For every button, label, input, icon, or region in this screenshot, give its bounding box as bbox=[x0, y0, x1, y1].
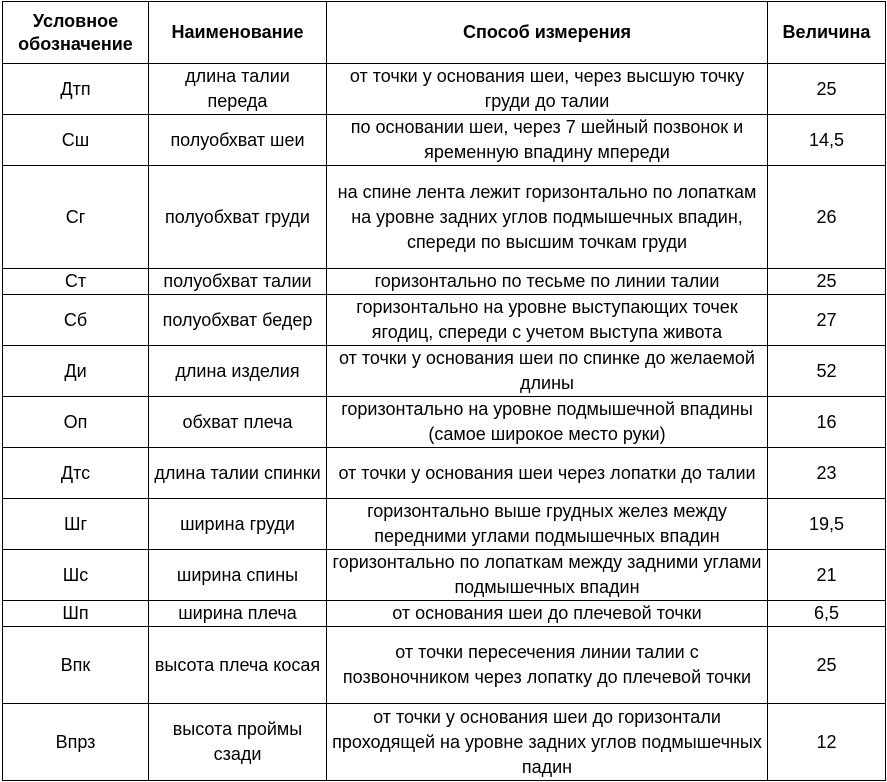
cell-method: от основания шеи до плечевой точки bbox=[327, 601, 768, 627]
cell-value: 27 bbox=[768, 295, 886, 346]
cell-value: 16 bbox=[768, 397, 886, 448]
table-row bbox=[3, 295, 886, 346]
cell-method: горизонтально выше грудных желез между передними углами подмышечных впадин bbox=[327, 499, 768, 550]
cell-code: Сш bbox=[3, 115, 149, 166]
header-row bbox=[3, 2, 886, 64]
header-value: Величина bbox=[768, 2, 886, 64]
header-code: Условное обозначение bbox=[3, 2, 149, 64]
cell-name: полуобхват груди bbox=[149, 166, 327, 269]
cell-code: Ст bbox=[3, 269, 149, 295]
cell-code: Ди bbox=[3, 346, 149, 397]
table-row bbox=[3, 397, 886, 448]
cell-value: 23 bbox=[768, 448, 886, 499]
table-row bbox=[3, 627, 886, 704]
cell-code: Шг bbox=[3, 499, 149, 550]
cell-name: полуобхват бедер bbox=[149, 295, 327, 346]
cell-method: горизонтально по лопаткам между задними углами подмышечных впадин bbox=[327, 550, 768, 601]
header-method: Способ измерения bbox=[327, 2, 768, 64]
cell-method: от точки у основания шеи по спинке до желаемой длины bbox=[327, 346, 768, 397]
cell-method: от точки пересечения линии талии с позвоночником через лопатку до плечевой точки bbox=[327, 627, 768, 704]
table-row bbox=[3, 601, 886, 627]
cell-method: от точки у основания шеи до горизонтали проходящей на уровне задних углов подмышечных падин bbox=[327, 704, 768, 781]
table-row bbox=[3, 64, 886, 115]
table-row bbox=[3, 346, 886, 397]
cell-value: 19,5 bbox=[768, 499, 886, 550]
cell-code: Впрз bbox=[3, 704, 149, 781]
cell-method: от точки у основания шеи через лопатки до талии bbox=[327, 448, 768, 499]
table-row bbox=[3, 166, 886, 269]
table-row bbox=[3, 704, 886, 781]
cell-name: длина изделия bbox=[149, 346, 327, 397]
cell-value: 25 bbox=[768, 64, 886, 115]
cell-name: ширина груди bbox=[149, 499, 327, 550]
cell-name: полуобхват талии bbox=[149, 269, 327, 295]
measurements-table bbox=[2, 1, 886, 781]
cell-code: Дтс bbox=[3, 448, 149, 499]
cell-value: 14,5 bbox=[768, 115, 886, 166]
cell-value: 6,5 bbox=[768, 601, 886, 627]
table-row bbox=[3, 499, 886, 550]
cell-method: горизонтально на уровне выступающих точек ягодиц, спереди с учетом выступа живота bbox=[327, 295, 768, 346]
cell-method: на спине лента лежит горизонтально по лопаткам на уровне задних углов подмышечных впадин, спереди по высшим точкам груди bbox=[327, 166, 768, 269]
cell-code: Сг bbox=[3, 166, 149, 269]
cell-name: длина талии спинки bbox=[149, 448, 327, 499]
cell-value: 25 bbox=[768, 269, 886, 295]
cell-value: 12 bbox=[768, 704, 886, 781]
cell-name: полуобхват шеи bbox=[149, 115, 327, 166]
cell-code: Сб bbox=[3, 295, 149, 346]
header-name: Наименование bbox=[149, 2, 327, 64]
cell-method: горизонтально по тесьме по линии талии bbox=[327, 269, 768, 295]
cell-name: длина талии переда bbox=[149, 64, 327, 115]
cell-code: Оп bbox=[3, 397, 149, 448]
cell-value: 21 bbox=[768, 550, 886, 601]
cell-code: Шп bbox=[3, 601, 149, 627]
cell-value: 25 bbox=[768, 627, 886, 704]
table-body bbox=[3, 64, 886, 781]
cell-method: горизонтально на уровне подмышечной впадины (самое широкое место руки) bbox=[327, 397, 768, 448]
cell-code: Дтп bbox=[3, 64, 149, 115]
cell-name: высота плеча косая bbox=[149, 627, 327, 704]
cell-method: по основании шеи, через 7 шейный позвонок и яремeнную впадину мпереди bbox=[327, 115, 768, 166]
table-row bbox=[3, 115, 886, 166]
cell-name: обхват плеча bbox=[149, 397, 327, 448]
table-row bbox=[3, 269, 886, 295]
cell-code: Впк bbox=[3, 627, 149, 704]
cell-value: 26 bbox=[768, 166, 886, 269]
table-row bbox=[3, 448, 886, 499]
cell-name: ширина спины bbox=[149, 550, 327, 601]
cell-method: от точки у основания шеи, через высшую точку груди до талии bbox=[327, 64, 768, 115]
table-row bbox=[3, 550, 886, 601]
cell-code: Шс bbox=[3, 550, 149, 601]
cell-name: высота проймы сзади bbox=[149, 704, 327, 781]
table-header bbox=[3, 2, 886, 64]
cell-name: ширина плеча bbox=[149, 601, 327, 627]
cell-value: 52 bbox=[768, 346, 886, 397]
